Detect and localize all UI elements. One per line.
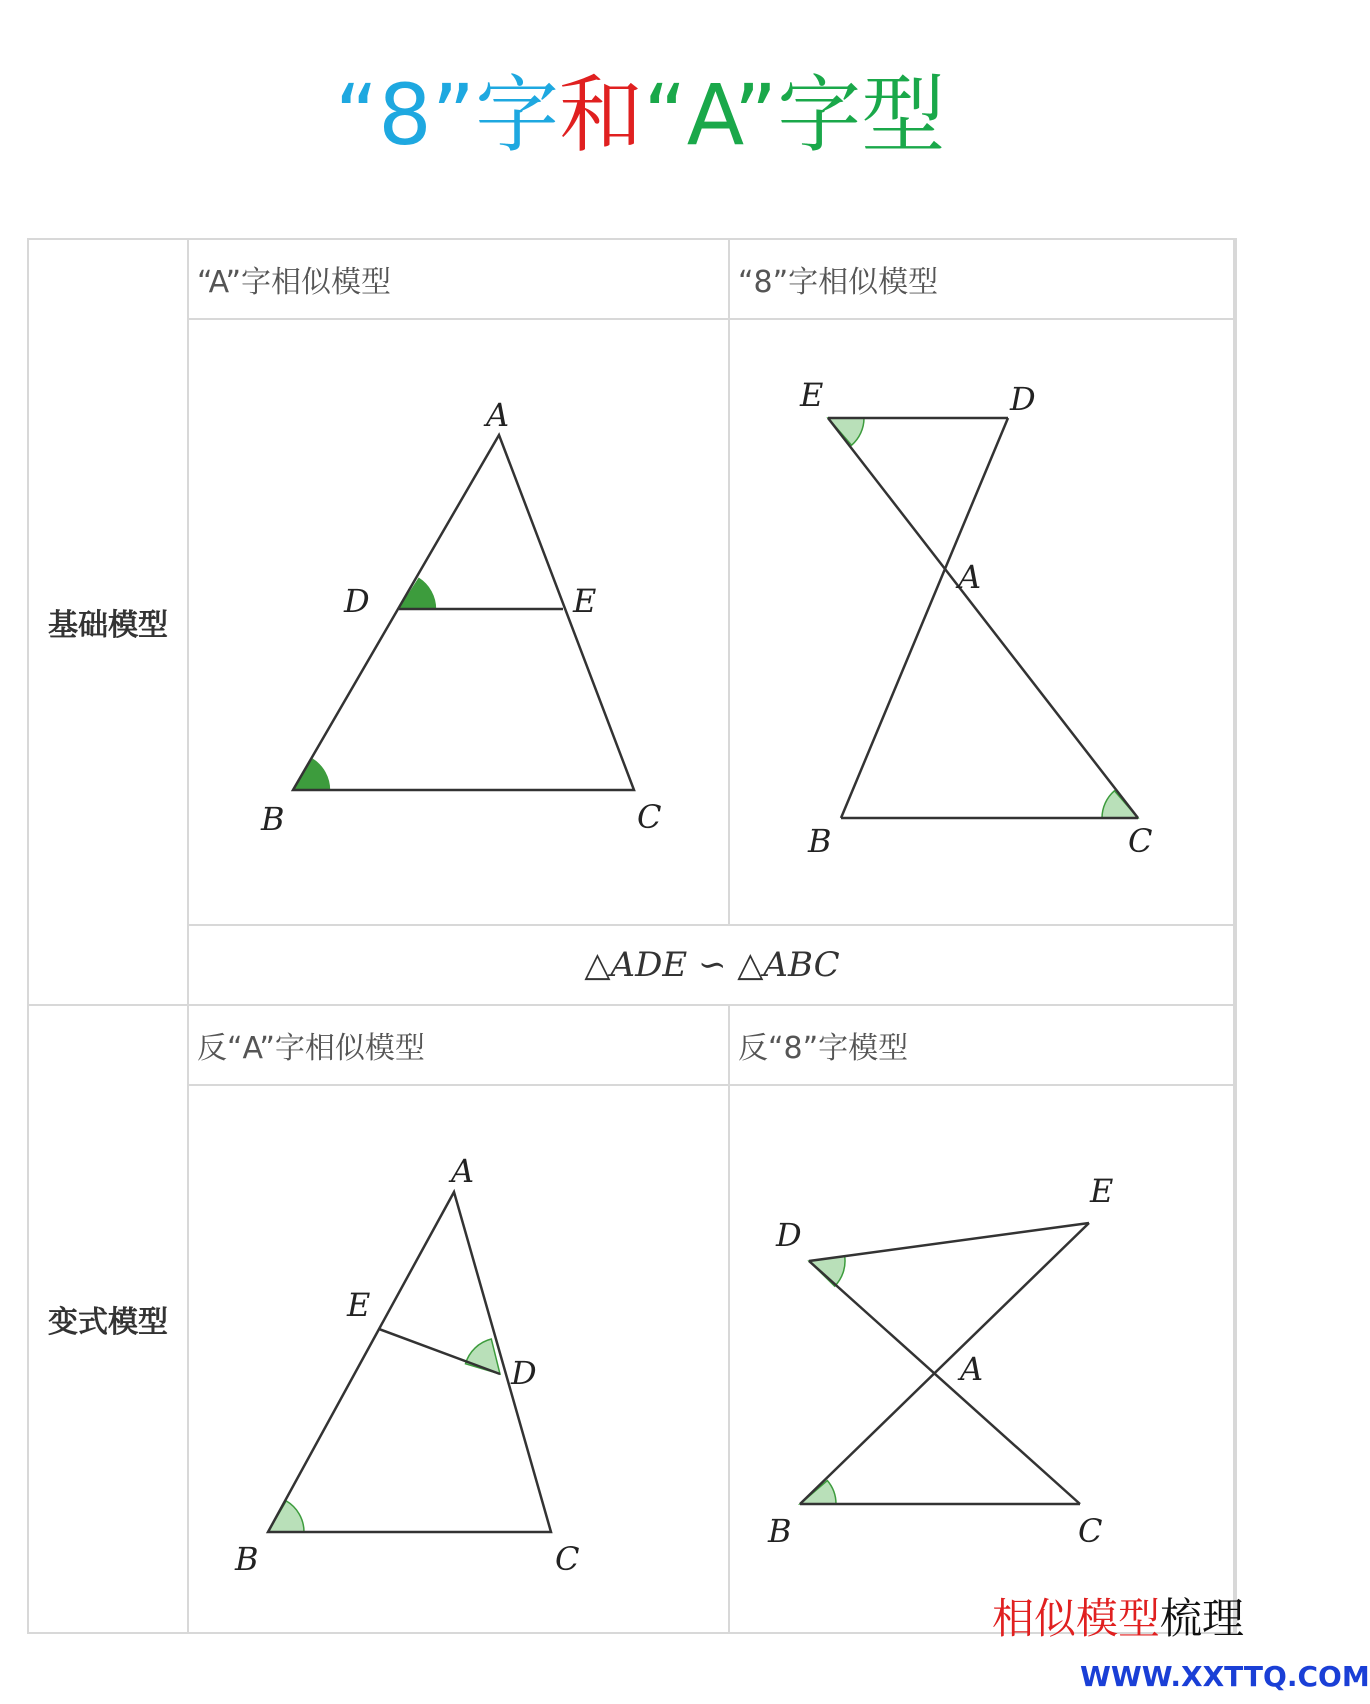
figure-cell-reverse-a-model <box>187 1084 730 1634</box>
header-reverse-a-model: 反“A”字相似模型 <box>187 1004 730 1086</box>
label-b: B <box>808 822 832 860</box>
label-e: E <box>800 376 824 414</box>
watermark-site: WWW.XXTTQ.COM <box>1080 1660 1370 1693</box>
angle-mark-b <box>293 759 330 790</box>
similarity-relation-cell <box>187 924 1237 1006</box>
label-a: A <box>451 1152 475 1190</box>
label-b: B <box>768 1512 792 1550</box>
segment-dc <box>809 1261 1080 1504</box>
label-d: D <box>1010 380 1036 418</box>
model-table <box>27 238 1235 1634</box>
label-b: B <box>261 800 285 838</box>
label-c: C <box>637 798 662 836</box>
watermark-title <box>992 1586 1244 1646</box>
label-d: D <box>776 1216 802 1254</box>
angle-mark-d <box>399 578 436 609</box>
label-a: A <box>958 558 982 596</box>
title-part-8: “8”字 <box>334 66 560 164</box>
label-c: C <box>1128 822 1153 860</box>
label-b: B <box>235 1540 259 1578</box>
triangle-abc <box>268 1192 551 1532</box>
variant-model-label: 变式模型 <box>48 1305 168 1340</box>
header-a-model: “A”字相似模型 <box>187 238 730 320</box>
figure-cell-a-model <box>187 318 730 926</box>
title-part-and: 和 <box>559 66 644 164</box>
basic-model-label: 基础模型 <box>48 608 168 643</box>
similarity-relation: △ADE ∽ △ABC <box>584 945 840 985</box>
watermark-part1: 相似模型 <box>992 1594 1161 1643</box>
watermark-part2: 梳理 <box>1160 1594 1245 1643</box>
label-a: A <box>960 1350 984 1388</box>
angle-mark-b <box>268 1501 304 1532</box>
segment-de <box>809 1223 1089 1261</box>
header-reverse-eight-model: 反“8”字模型 <box>728 1004 1237 1086</box>
header-eight-model: “8”字相似模型 <box>728 238 1237 320</box>
label-c: C <box>555 1540 580 1578</box>
figure-cell-reverse-eight-model <box>728 1084 1237 1634</box>
a-model-diagram <box>189 320 728 924</box>
label-e: E <box>1090 1172 1114 1210</box>
figure-cell-eight-model <box>728 318 1237 926</box>
reverse-eight-model-diagram <box>730 1086 1235 1632</box>
label-e: E <box>347 1286 371 1324</box>
row-label-basic <box>27 238 189 1006</box>
eight-model-diagram <box>730 320 1235 924</box>
label-d: D <box>511 1354 537 1392</box>
reverse-a-model-diagram <box>189 1086 728 1632</box>
label-a: A <box>486 396 510 434</box>
title-part-a: “A”字型 <box>643 66 946 164</box>
label-e: E <box>573 582 597 620</box>
label-d: D <box>344 582 370 620</box>
row-label-variant <box>27 1004 189 1634</box>
label-c: C <box>1078 1512 1103 1550</box>
page-title <box>0 60 1280 170</box>
